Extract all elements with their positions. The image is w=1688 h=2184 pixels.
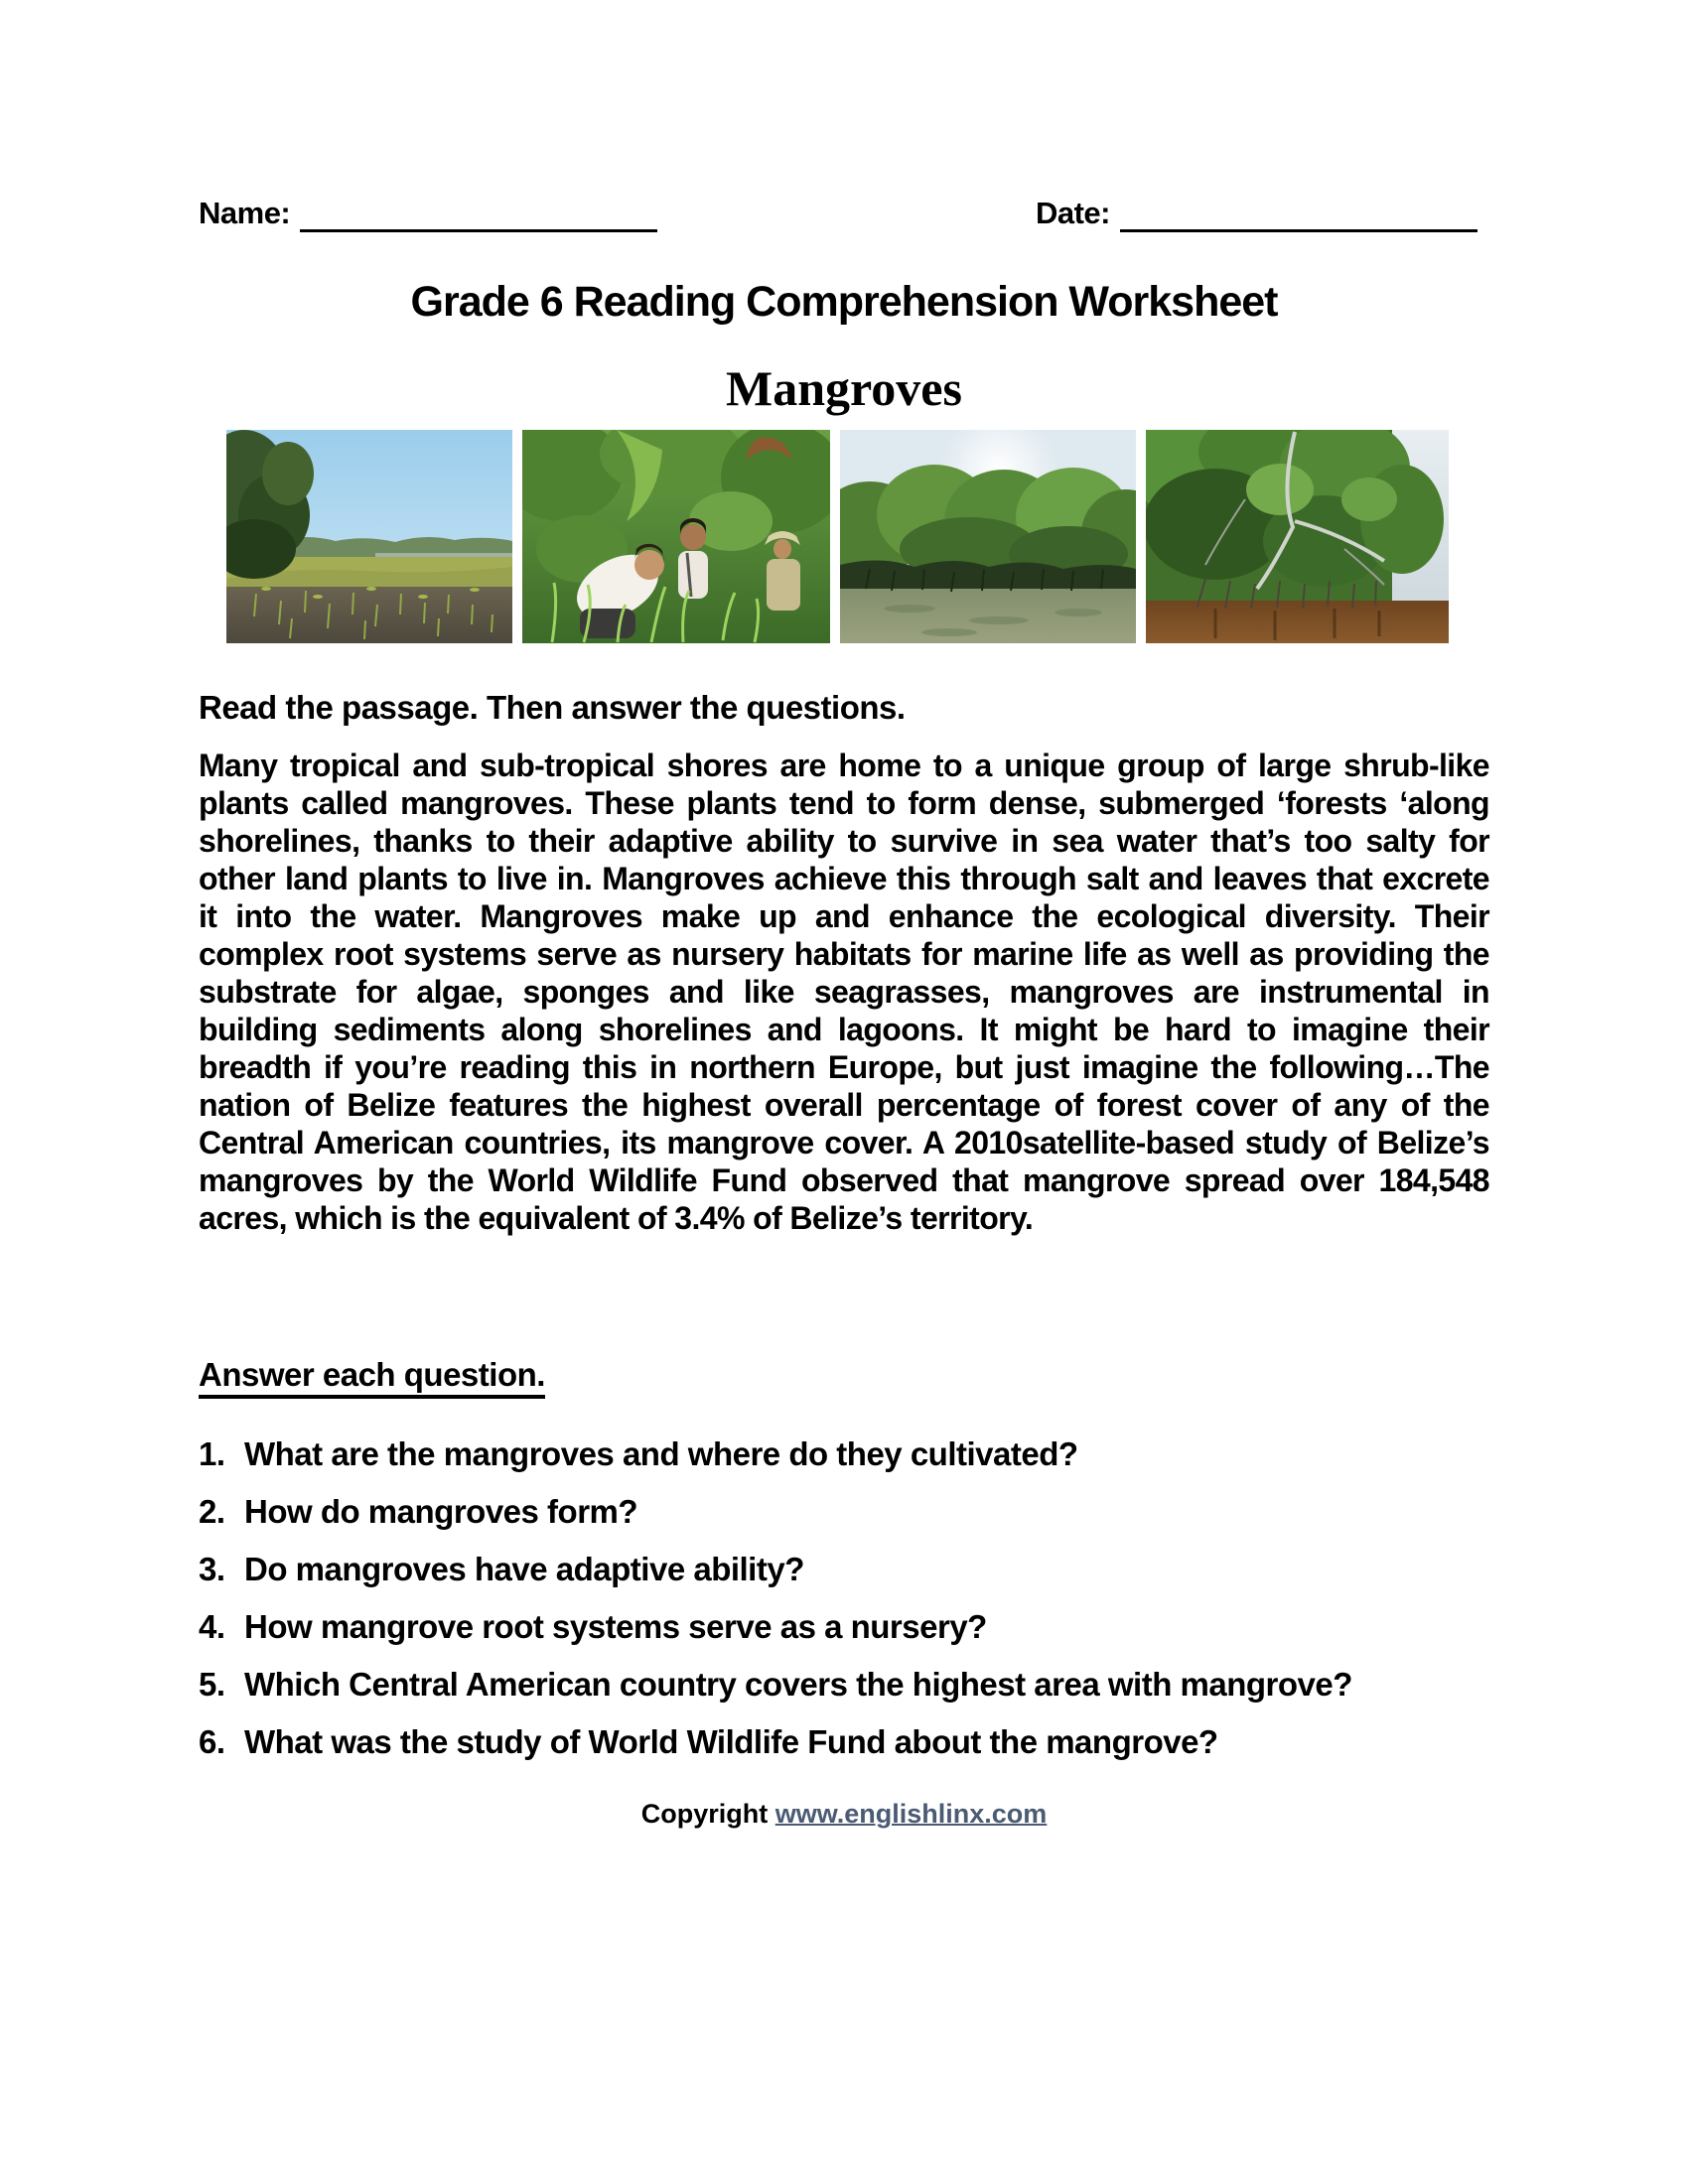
question-text: Which Central American country covers the highest area with mangrove? xyxy=(244,1666,1352,1703)
question-number: 5. xyxy=(199,1666,225,1703)
question-text: What are the mangroves and where do they cultivated? xyxy=(244,1435,1078,1472)
answer-section-heading xyxy=(199,1356,545,1394)
question-text: How do mangroves form? xyxy=(244,1493,638,1530)
englishlinx-link[interactable]: www.englishlinx.com xyxy=(774,1799,1048,1829)
question-item-4 xyxy=(199,1608,1489,1646)
question-number: 2. xyxy=(199,1493,225,1530)
question-item-3 xyxy=(199,1551,1489,1588)
passage-title: Mangroves xyxy=(726,360,962,416)
name-field xyxy=(199,195,657,232)
questions-list xyxy=(199,1435,1489,1781)
question-item-2 xyxy=(199,1493,1489,1531)
question-number: 1. xyxy=(199,1435,225,1472)
page-title: Grade 6 Reading Comprehension Worksheet xyxy=(410,278,1278,326)
mangrove-roots-photo xyxy=(1146,430,1449,643)
header-row xyxy=(199,195,1477,232)
question-text: Do mangroves have adaptive ability? xyxy=(244,1551,804,1587)
name-blank-line xyxy=(300,198,657,232)
question-number: 6. xyxy=(199,1723,225,1760)
mangrove-planting-photo xyxy=(522,430,830,643)
date-label: Date: xyxy=(1035,196,1110,230)
instructions-heading: Read the passage. Then answer the questions. xyxy=(199,689,906,726)
copyright-footer xyxy=(0,1799,1688,1830)
question-item-5 xyxy=(199,1666,1489,1704)
date-blank-line xyxy=(1120,198,1477,232)
question-item-1 xyxy=(199,1435,1489,1473)
photo-strip xyxy=(226,430,1449,643)
mangrove-seedlings-photo xyxy=(226,430,512,643)
date-field xyxy=(1036,195,1477,232)
question-item-6 xyxy=(199,1723,1489,1761)
answer-heading-text: Answer each question. xyxy=(199,1356,545,1399)
passage-text: Many tropical and sub-tropical shores are home to a unique group of large shrub-like plants called mangroves. These plants tend to form dense, submerged ‘forests ‘along shorelines, thanks to their adaptive ability to survive in sea water that’s too salty for other land plants to live in. Mangroves achieve this through salt and leaves that excrete it into the water. Mangroves make up and enhance the ecological diversity. Their complex root systems serve as nursery habitats for marine life as well as providing the substrate for algae, sponges and like seagrasses, mangroves are instrumental in building sediments along shorelines and lagoons. It might be hard to imagine their breadth if you’re reading this in northern Europe, but just imagine the following…The nation of Belize features the highest overall percentage of forest cover of any of the Central American countries, its mangrove cover. A 2010satellite-based study of Belize’s mangroves by the World Wildlife Fund observed that mangrove spread over 184,548 acres, which is the equivalent of 3.4% of Belize’s territory. xyxy=(199,748,1489,1236)
copyright-label: Copyright xyxy=(640,1799,769,1829)
question-text: How mangrove root systems serve as a nursery? xyxy=(244,1608,987,1645)
name-label: Name: xyxy=(199,196,291,230)
question-text: What was the study of World Wildlife Fund about the mangrove? xyxy=(244,1723,1218,1760)
question-number: 4. xyxy=(199,1608,225,1645)
question-number: 3. xyxy=(199,1551,225,1587)
mangrove-forest-photo xyxy=(840,430,1136,643)
